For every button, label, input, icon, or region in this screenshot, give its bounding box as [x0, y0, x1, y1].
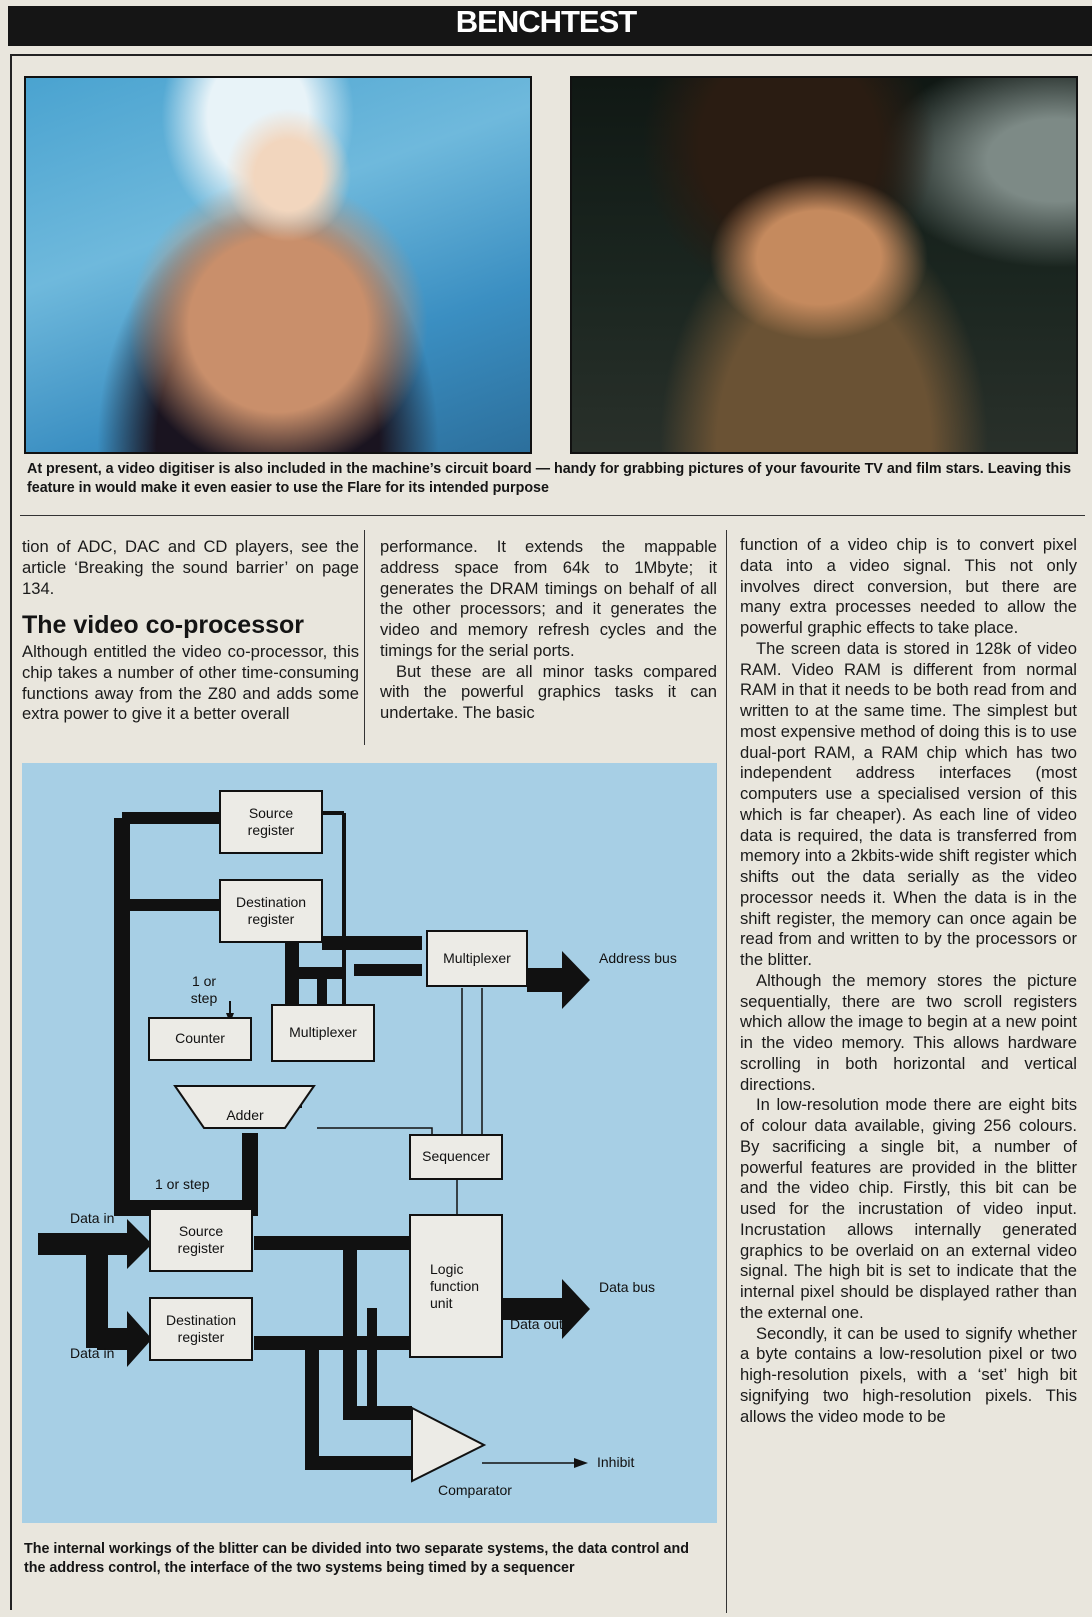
photo-man: [570, 76, 1078, 454]
label-logic-function-unit: Logic function unit: [430, 1261, 480, 1311]
column-3-paragraph-1: function of a video chip is to convert pixel data into a video signal. This not only involves direct conversion, but there are many extra processes needed to allow the powerful graphic effects to take place.: [740, 535, 1077, 637]
diagram-caption: The internal workings of the blitter can be divided into two separate systems, the data control and the address control, the interface of the two systems being timed by a sequencer: [24, 1541, 689, 1576]
article-heading: The video co-processor: [22, 611, 305, 639]
photo-caption: At present, a video digitiser is also included in the machine’s circuit board — handy for grabbing pictures of your favourite TV and film stars. Leaving this feature in would make it even easier to use the Flare for its intended purpose: [27, 461, 1072, 496]
label-data-in-top: Data in: [70, 1210, 115, 1226]
column-3-body: [740, 535, 1077, 1427]
label-multiplexer-right: Multiplexer: [443, 950, 511, 966]
frame-rule-top: [10, 54, 1092, 56]
column-3-paragraph-3: Although the memory stores the picture sequentially, there are two scroll registers which allow the image to begin at a new point in the video memory. This allows hardware scrolling in both horizontal and vertical directions.: [740, 970, 1077, 1094]
column-2-body: [380, 537, 717, 724]
label-data-out: Data out: [510, 1316, 563, 1332]
divider-rule: [20, 515, 1085, 516]
column-2-paragraph-1: performance. It extends the mappable address space from 64k to 1Mbyte; it generates the DRAM timings on behalf of all the other processors; and it generates the video and memory refresh cycles and the timings for the serial ports.: [380, 537, 717, 660]
column-rule-1: [364, 530, 365, 745]
column-1-paragraph: Although entitled the video co-processor, this chip takes a number of other time-consuming functions away from the Z80 and adds some extra power to give it a better overall: [22, 642, 359, 724]
label-inhibit: Inhibit: [597, 1454, 635, 1470]
blitter-diagram: [22, 763, 717, 1523]
label-address-bus: Address bus: [599, 950, 677, 966]
label-data-bus: Data bus: [599, 1279, 656, 1295]
label-comparator: Comparator: [438, 1482, 512, 1498]
column-3-paragraph-5: Secondly, it can be used to signify whether a byte contains a low-resolution pixel or two high-resolution pixels, with a ‘set’ high bit signifying two high-resolution pixels. This allows the video mode to be: [740, 1323, 1077, 1426]
label-adder: Adder: [226, 1107, 264, 1123]
column-rule-2: [726, 530, 727, 1613]
label-multiplexer-center: Multiplexer: [289, 1024, 357, 1040]
label-destination-register-bottom: Destination register: [165, 1312, 237, 1345]
label-data-in-bottom: Data in: [70, 1345, 115, 1361]
column-1-body: [22, 642, 359, 725]
label-one-or-step-bottom: 1 or step: [155, 1176, 210, 1192]
column-1-intro-text: tion of ADC, DAC and CD players, see the article ‘Breaking the sound barrier’ on page 134.: [22, 537, 359, 598]
frame-rule-left: [10, 54, 12, 1610]
column-1-intro: [22, 537, 359, 599]
label-destination-register-top: Destination register: [235, 894, 307, 927]
photo-woman: [24, 76, 532, 454]
column-3-paragraph-4: In low-resolution mode there are eight bits of colour data available, giving 256 colours. By sacrificing a single bit, a number of powerful features are provided in the blitter and the video chip. Firstly, this bit can be used for the incrustation of video input. Incrustation allows internally generated graphics to be overlaid on an external video signal. The high bit is set to indicate that the internal pixel should be displayed rather than the external one.: [740, 1095, 1077, 1322]
label-source-register-bottom: Source register: [177, 1223, 225, 1256]
column-2-paragraph-2: But these are all minor tasks compared with the powerful graphics tasks it can undertake. The basic: [380, 661, 717, 722]
label-counter: Counter: [175, 1030, 225, 1046]
diagram-label-layer: [22, 763, 717, 1523]
label-source-register-top: Source register: [247, 805, 295, 838]
label-one-or-step: 1 or step: [190, 973, 218, 1006]
column-3-paragraph-2: The screen data is stored in 128k of video RAM. Video RAM is different from normal RAM in that it needs to be both read from and written to at the same time. The simplest but most expensive method of doing this is to use dual-port RAM, a RAM chip which has two independent address interfaces (most computers use a specialised version of this which is far cheaper). As each line of video data is required, the data is transferred from memory into a 2kbits-wide shift register which shifts out the data serially as the video processor needs it. When the data is in the shift register, the memory can once again be read from and written to by the processors or the blitter.: [740, 638, 1077, 969]
label-sequencer: Sequencer: [422, 1148, 490, 1164]
section-title: BENCHTEST: [455, 4, 637, 39]
